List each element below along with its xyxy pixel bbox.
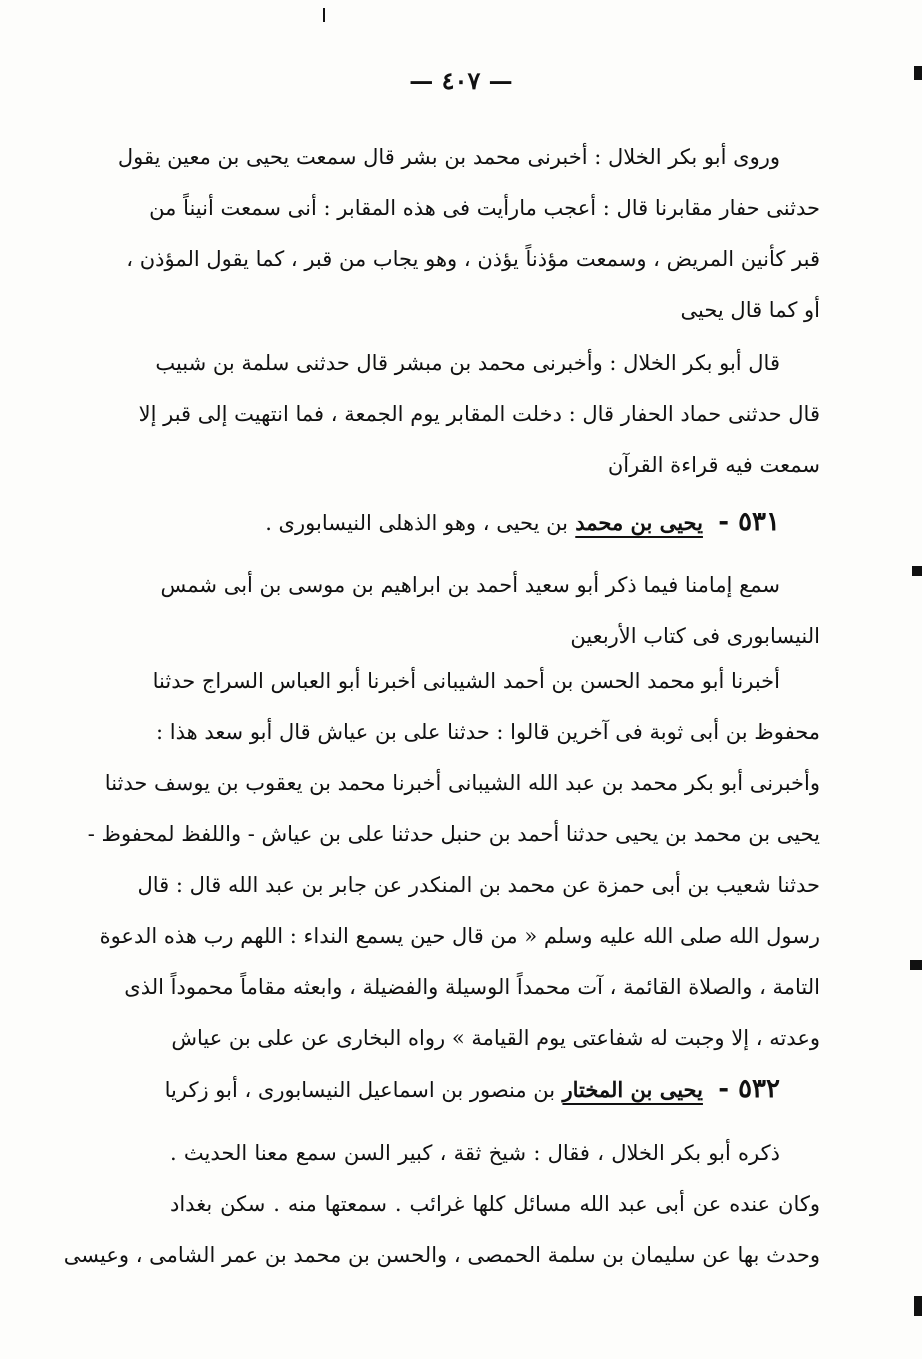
- scan-mark-top: [323, 8, 325, 22]
- text-line: وحدث بها عن سليمان بن سلمة الحمصى ، والحسن بن محمد بن عمر الشامى ، وعيسى: [63, 1243, 820, 1267]
- entry-rest: بن يحيى ، وهو الذهلى النيسابورى .: [265, 511, 568, 535]
- scan-mark-right-3: [910, 960, 922, 970]
- text-line: وكان عنده عن أبى عبد الله مسائل كلها غرائب . سمعتها منه . سكن بغداد: [170, 1192, 820, 1216]
- paragraph-3: [160, 560, 820, 662]
- text-line: التامة ، والصلاة القائمة ، آت محمداً الوسيلة والفضيلة ، وابعثه مقاماً محموداً الذى: [124, 975, 820, 999]
- entry-532-heading: [164, 1064, 820, 1115]
- entry-531-heading: [170, 497, 820, 548]
- text-line: رسول الله صلى الله عليه وسلم « من قال حين يسمع النداء : اللهم رب هذه الدعوة: [99, 924, 820, 948]
- text-line: ذكره أبو بكر الخلال ، فقال : شيخ ثقة ، كبير السن سمع معنا الحديث .: [170, 1141, 780, 1165]
- paragraph-1: [117, 132, 820, 336]
- text-line: وروى أبو بكر الخلال : أخبرنى محمد بن بشر قال سمعت يحيى بن معين يقول: [117, 145, 780, 169]
- paragraph-4: [87, 656, 820, 1064]
- entry-heading-line: [170, 497, 820, 548]
- text-line: وعدته ، إلا وجبت له شفاعتى يوم القيامة » رواه البخارى عن على بن عياش: [171, 1026, 820, 1050]
- text-line: يحيى بن محمد بن يحيى حدثنا أحمد بن حنبل حدثنا على بن عياش - واللفظ لمحفوظ -: [87, 822, 820, 846]
- text-line: حدثنى حفار مقابرنا قال : أعجب مارأيت فى هذه المقابر : أنى سمعت أنيناً من: [149, 196, 820, 220]
- text-line: سمعت فيه قراءة القرآن: [607, 453, 820, 477]
- text-line: حدثنا شعيب بن أبى حمزة عن محمد بن المنكدر عن جابر بن عبد الله قال : قال: [137, 873, 820, 897]
- text-line: محفوظ بن أبى ثوبة فى آخرين قالوا : حدثنا على بن عياش قال أبو سعد هذا :: [156, 720, 820, 744]
- paragraph-2: [138, 338, 820, 491]
- text-line: قال أبو بكر الخلال : وأخبرنى محمد بن مبشر قال حدثنى سلمة بن شبيب: [155, 351, 780, 375]
- text-line: أخبرنا أبو محمد الحسن بن أحمد الشيبانى أخبرنا أبو العباس السراج حدثنا: [152, 669, 780, 693]
- paragraph-5: [63, 1128, 820, 1281]
- text-line: أو كما قال يحيى: [680, 298, 820, 322]
- entry-rest: بن منصور بن اسماعيل النيسابورى ، أبو زكريا: [164, 1078, 556, 1102]
- entry-heading-line: [164, 1064, 820, 1115]
- entry-number: ٥٣٢ -: [718, 1074, 780, 1104]
- page-number: — ٤٠٧ —: [409, 66, 513, 95]
- text-line: النيسابورى فى كتاب الأربعين: [570, 624, 820, 648]
- scan-mark-right-4: [914, 1296, 922, 1316]
- text-line: قبر كأنين المريض ، وسمعت مؤذناً يؤذن ، وهو يجاب من قبر ، كما يقول المؤذن ،: [126, 247, 820, 271]
- text-line: وأخبرنى أبو بكر محمد بن عبد الله الشيبانى أخبرنا محمد بن يعقوب بن يوسف حدثنا: [104, 771, 820, 795]
- entry-name: يحيى بن محمد: [575, 510, 703, 535]
- entry-number: ٥٣١ -: [718, 507, 780, 537]
- entry-name: يحيى بن المختار: [562, 1077, 703, 1102]
- text-line: قال حدثنى حماد الحفار قال : دخلت المقابر يوم الجمعة ، فما انتهيت إلى قبر إلا: [138, 402, 820, 426]
- text-line: سمع إمامنا فيما ذكر أبو سعيد أحمد بن ابراهيم بن موسى بن أبى شمس: [160, 573, 780, 597]
- scan-mark-right-2: [912, 566, 922, 576]
